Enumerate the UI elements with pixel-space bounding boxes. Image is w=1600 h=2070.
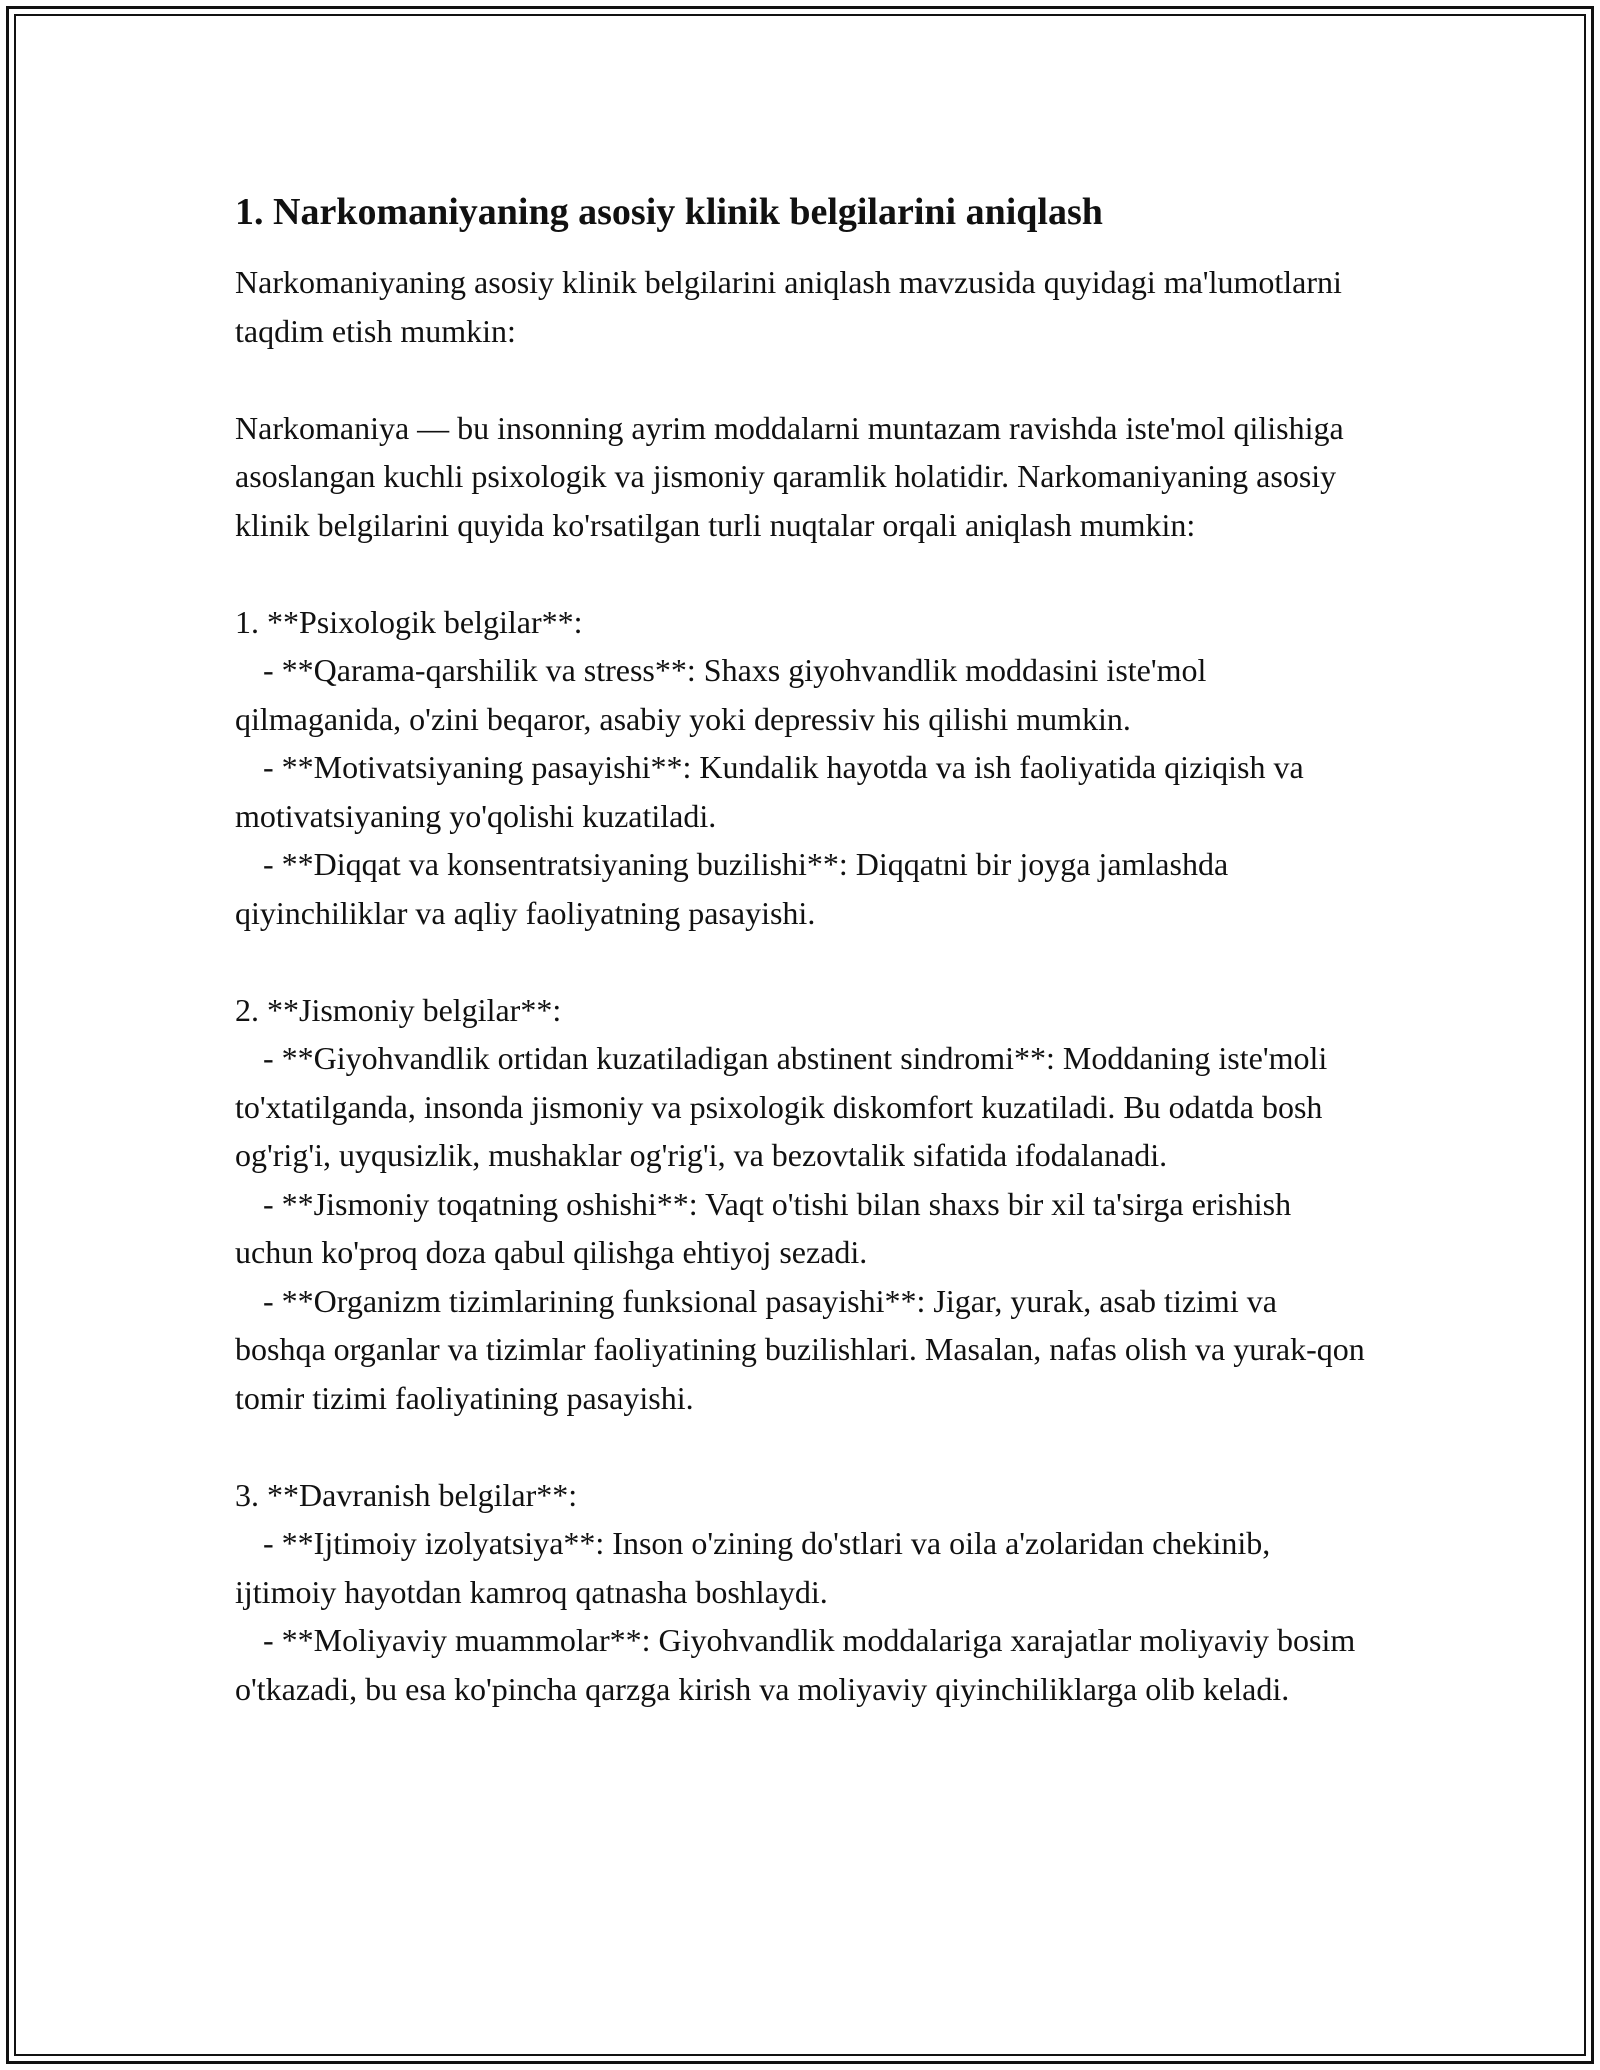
section-title: 2. **Jismoniy belgilar**: bbox=[235, 991, 562, 1028]
definition-paragraph: Narkomaniya — bu insonning ayrim moddalarni muntazam ravishda iste'mol qilishiga asoslangan kuchli psixologik va jismoniy qaramlik holatidir. Narkomaniyaning asosiy klinik belgilarini quyida ko'rsatilgan turli nuqtalar orqali aniqlash mumkin: bbox=[235, 409, 1352, 543]
document-body bbox=[235, 188, 1373, 1713]
list-item: - **Jismoniy toqatning oshishi**: Vaqt o'tishi bilan shaxs bir xil ta'sirga erishish uchun ko'proq doza qabul qilishga ehtiyoj sezadi. bbox=[235, 1185, 1300, 1270]
section-title: 1. **Psixologik belgilar**: bbox=[235, 603, 583, 640]
section-behavioral bbox=[235, 1471, 1365, 1714]
list-item: - **Qarama-qarshilik va stress**: Shaxs giyohvandlik moddasini iste'mol qilmaganida, o'zini beqaror, asabiy yoki depressiv his qilishi mumkin. bbox=[235, 652, 1215, 737]
list-item: - **Moliyaviy muammolar**: Giyohvandlik moddalariga xarajatlar moliyaviy bosim o'tkazadi, bu esa ko'pincha qarzga kirish va moliyaviy qiyinchiliklarga olib keladi. bbox=[235, 1622, 1364, 1707]
list-item: - **Diqqat va konsentratsiyaning buzilishi**: Diqqatni bir joyga jamlashda qiyinchiliklar va aqliy faoliyatning pasayishi. bbox=[235, 846, 1237, 931]
section-title: 3. **Davranish belgilar**: bbox=[235, 1476, 578, 1513]
list-item: - **Organizm tizimlarining funksional pasayishi**: Jigar, yurak, asab tizimi va boshqa organlar va tizimlar faoliyatining buzilishlari. Masalan, nafas olish va yurak-qon tomir tizimi faoliyatining pasayishi. bbox=[235, 1282, 1373, 1416]
list-item: - **Giyohvandlik ortidan kuzatiladigan abstinent sindromi**: Moddaning iste'moli to'xtatilganda, insonda jismoniy va psixologik diskomfort kuzatiladi. Bu odatda bosh og'rig'i, uyqusizlik, mushaklar og'rig'i, va bezovtalik sifatida ifodalanadi. bbox=[235, 1040, 1336, 1173]
list-item: - **Ijtimoiy izolyatsiya**: Inson o'zining do'stlari va oila a'zolaridan chekinib, ijtimoiy hayotdan kamroq qatnasha boshlaydi. bbox=[235, 1525, 1279, 1610]
section-psychological bbox=[235, 598, 1365, 938]
document-heading: 1. Narkomaniyaning asosiy klinik belgilarini aniqlash bbox=[235, 191, 1103, 233]
intro-paragraph: Narkomaniyaning asosiy klinik belgilarini aniqlash mavzusida quyidagi ma'lumotlarni taqdim etish mumkin: bbox=[235, 264, 1350, 349]
list-item: - **Motivatsiyaning pasayishi**: Kundalik hayotda va ish faoliyatida qiziqish va motivatsiyaning yo'qolishi kuzatiladi. bbox=[235, 749, 1312, 834]
section-physical bbox=[235, 986, 1373, 1423]
